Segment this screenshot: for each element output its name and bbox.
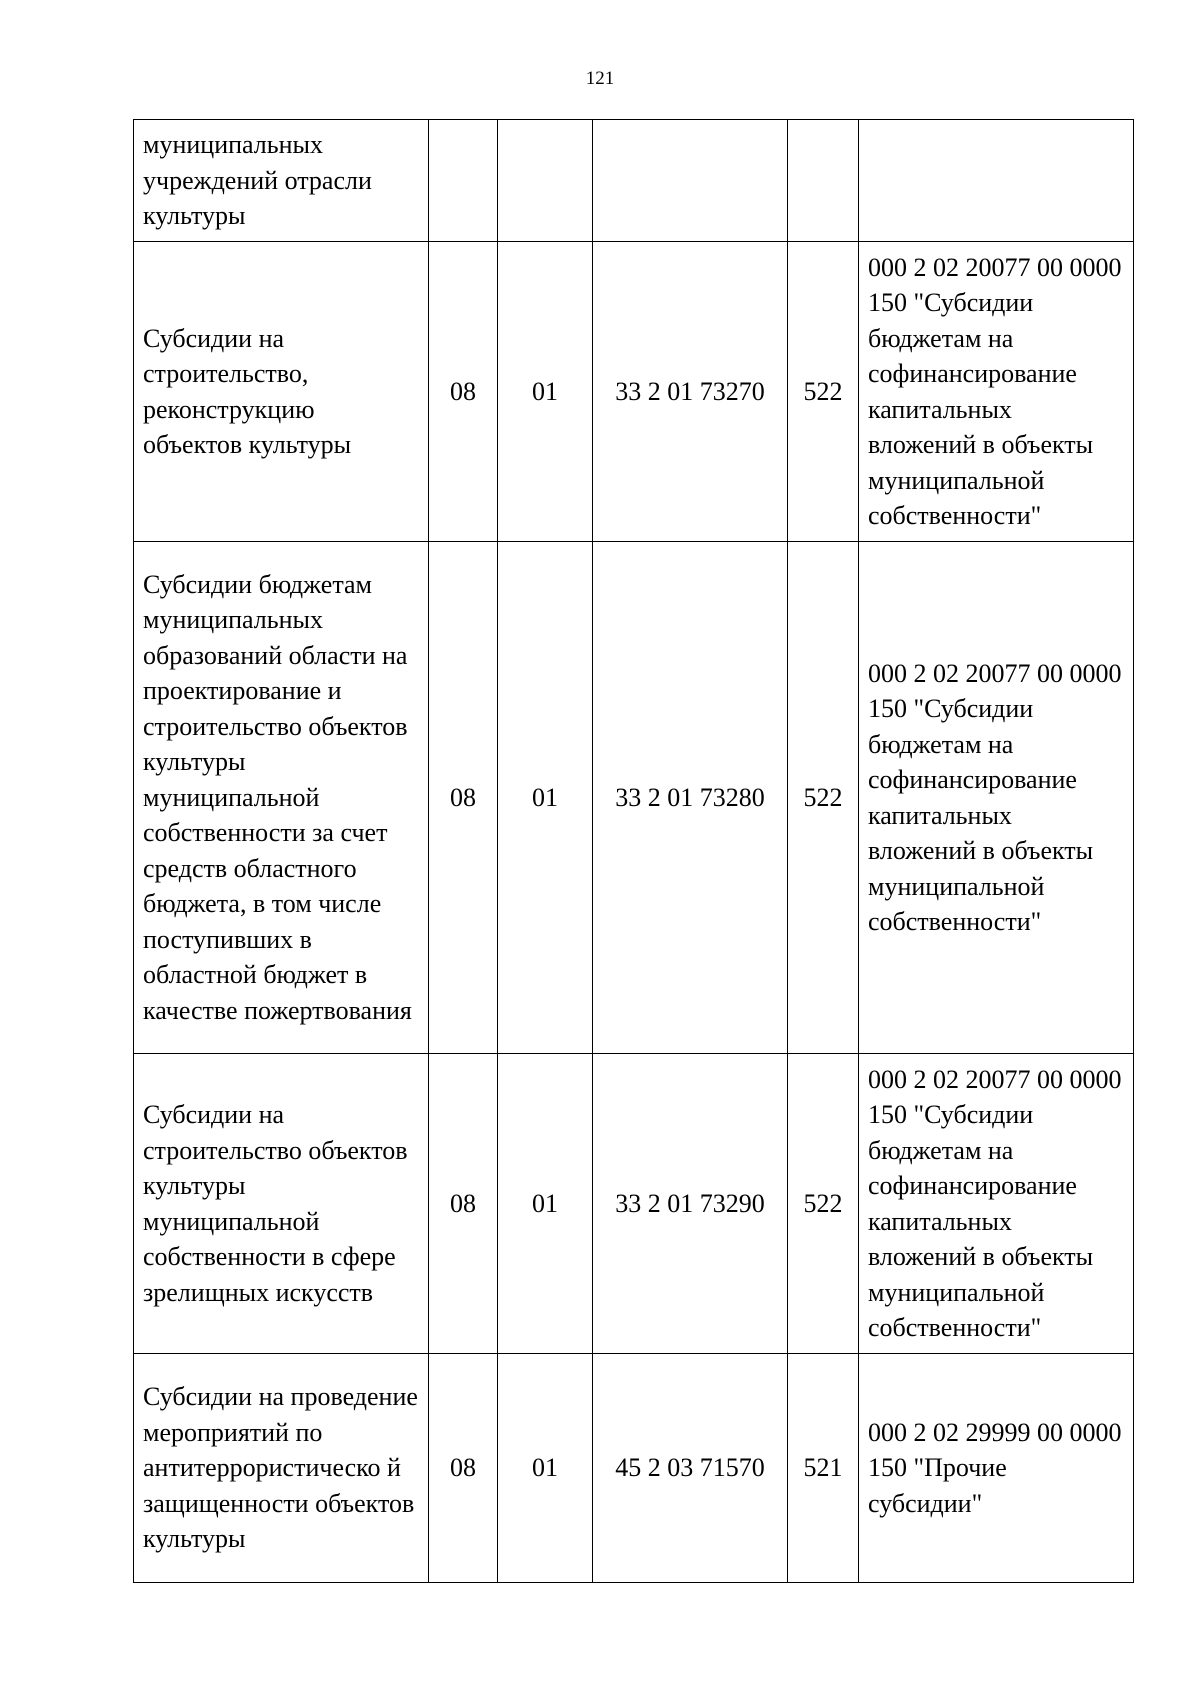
expense-type-cell: 521 [788,1354,859,1583]
target-article-cell [593,120,788,242]
revenue-code-cell: 000 2 02 29999 00 0000 150 "Прочие субсидии" [859,1354,1134,1583]
subsection-code-cell: 01 [498,1054,593,1354]
target-article-cell: 33 2 01 73270 [593,242,788,542]
subsection-code-cell: 01 [498,1354,593,1583]
target-article-cell: 45 2 03 71570 [593,1354,788,1583]
table-row [134,242,1134,542]
target-article-cell: 33 2 01 73280 [593,542,788,1054]
expense-description-cell: Субсидии бюджетам муниципальных образований области на проектирование и строительство объектов культуры муниципальной собственности за счет средств областного бюджета, в том числе поступивших в областной бюджет в качестве пожертвования [134,542,429,1054]
subsection-code-cell: 01 [498,242,593,542]
table-row [134,1354,1134,1583]
revenue-code-cell: 000 2 02 20077 00 0000 150 "Субсидии бюджетам на софинансирование капитальных вложений в объекты муниципальной собственности" [859,1054,1134,1354]
expense-type-cell: 522 [788,242,859,542]
section-code-cell: 08 [429,542,498,1054]
table-row [134,542,1134,1054]
page-number: 121 [585,68,615,89]
target-article-cell: 33 2 01 73290 [593,1054,788,1354]
expense-type-cell [788,120,859,242]
table-row [134,1054,1134,1354]
budget-classification-table [133,119,1134,1583]
section-code-cell: 08 [429,1354,498,1583]
expense-description-cell: Субсидии на проведение мероприятий по антитеррористическо й защищенности объектов культуры [134,1354,429,1583]
section-code-cell: 08 [429,1054,498,1354]
expense-type-cell: 522 [788,542,859,1054]
revenue-code-cell: 000 2 02 20077 00 0000 150 "Субсидии бюджетам на софинансирование капитальных вложений в объекты муниципальной собственности" [859,542,1134,1054]
subsection-code-cell [498,120,593,242]
subsection-code-cell: 01 [498,542,593,1054]
expense-type-cell: 522 [788,1054,859,1354]
expense-description-cell: Субсидии на строительство объектов культуры муниципальной собственности в сфере зрелищных искусств [134,1054,429,1354]
table-row [134,120,1134,242]
section-code-cell [429,120,498,242]
revenue-code-cell [859,120,1134,242]
expense-description-cell: Субсидии на строительство, реконструкцию объектов культуры [134,242,429,542]
expense-description-cell: муниципальных учреждений отрасли культуры [134,120,429,242]
revenue-code-cell: 000 2 02 20077 00 0000 150 "Субсидии бюджетам на софинансирование капитальных вложений в объекты муниципальной собственности" [859,242,1134,542]
section-code-cell: 08 [429,242,498,542]
